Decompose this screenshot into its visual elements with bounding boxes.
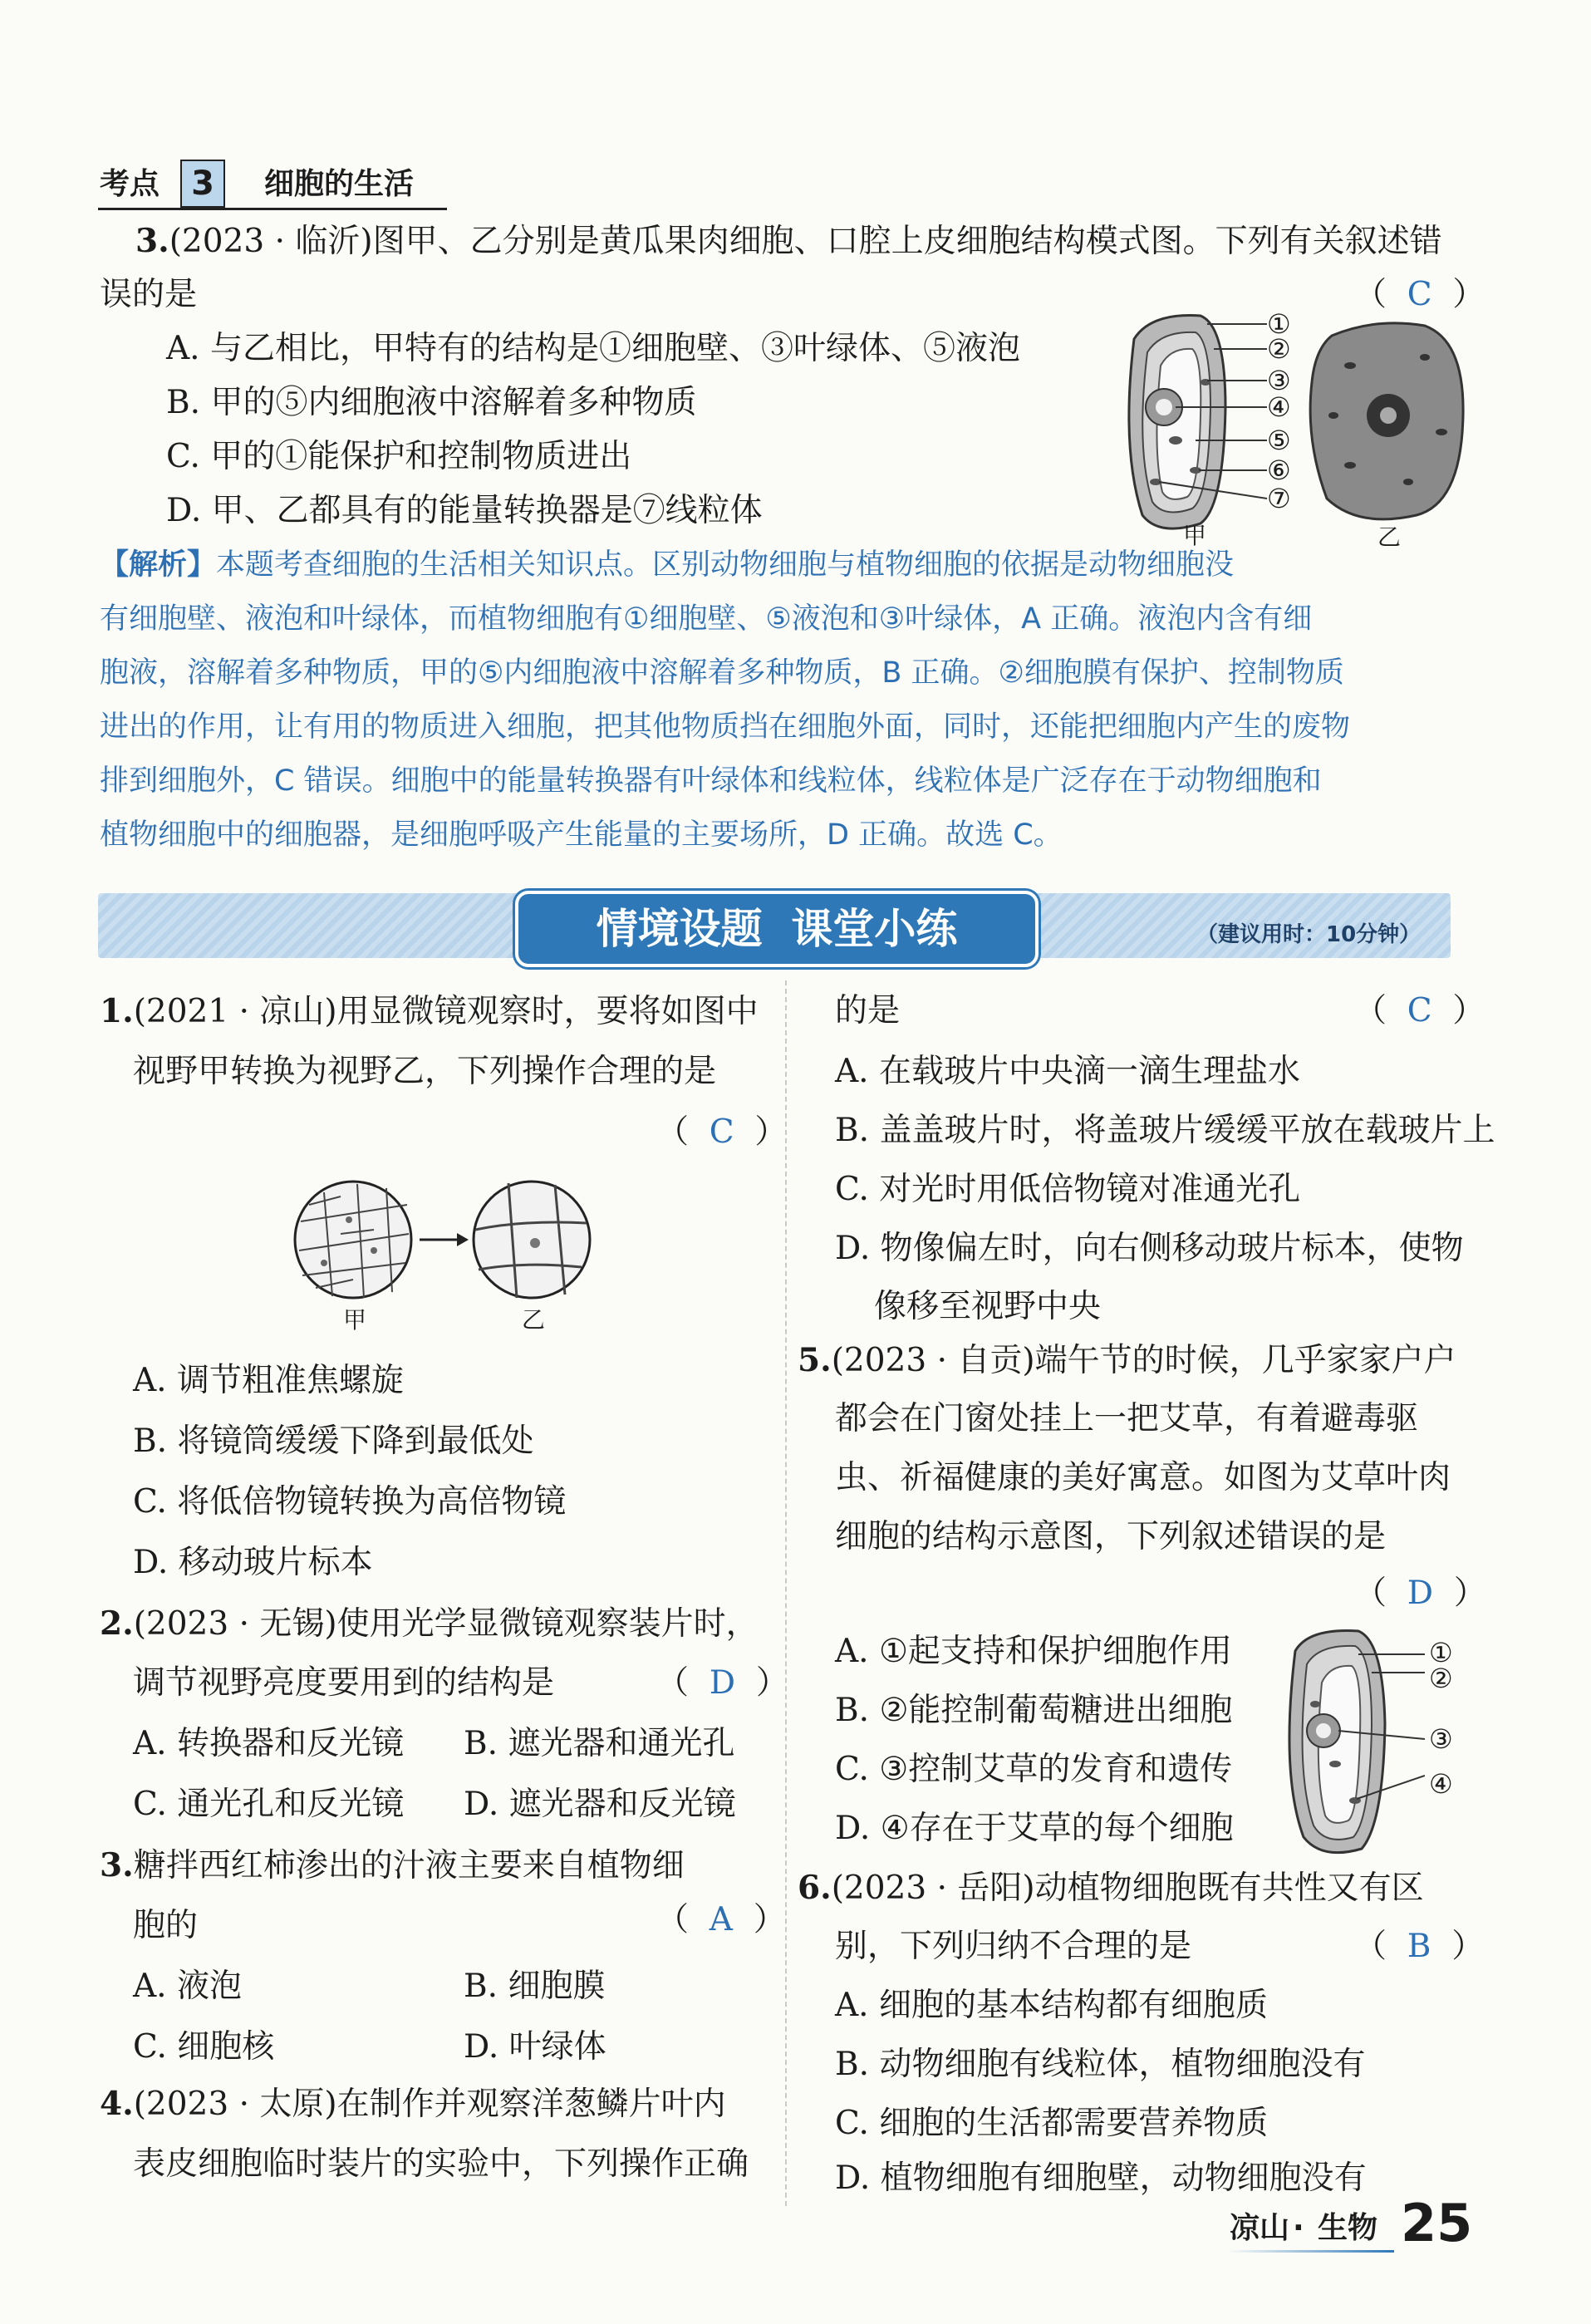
q2-option-b: B. 遮光器和通光孔: [464, 1725, 735, 1762]
fig-label-1: ①: [1267, 308, 1291, 340]
fig-label-5: ⑤: [1267, 425, 1291, 456]
footer-underline: [1228, 2250, 1394, 2253]
q5-answer: （ D ）: [1354, 1575, 1486, 1612]
analysis-line-3: 胞液，溶解着多种物质，甲的⑤内细胞液中溶解着多种物质，B 正确。②细胞膜有保护、控制物质: [100, 656, 1344, 690]
q2-option-d: D. 遮光器和反光镜: [464, 1786, 736, 1823]
q6-option-d: D. 植物细胞有细胞壁，动物细胞没有: [835, 2159, 1367, 2197]
page-number: 25: [1401, 2193, 1473, 2253]
q2-option-a: A. 转换器和反光镜: [133, 1725, 404, 1762]
cell-structure-figure: [1109, 307, 1475, 557]
animal-cell-diagram: [1310, 323, 1463, 519]
column-divider: [785, 980, 787, 2206]
q3-line-2: 胞的: [133, 1907, 199, 1944]
q4-option-a: A. 在载玻片中央滴一滴生理盐水: [835, 1053, 1300, 1090]
q2-option-c: C. 通光孔和反光镜: [133, 1786, 405, 1823]
q5-option-d: D. ④存在于艾草的每个细胞: [835, 1810, 1234, 1847]
q4-option-b: B. 盖盖玻片时，将盖玻片缓缓平放在载玻片上: [835, 1112, 1495, 1149]
analysis-tag: 【解析】: [100, 548, 217, 582]
banner-time: （建议用时：10分钟）: [1196, 922, 1422, 947]
q5-line-3: 虫、祈福健康的美好寓意。如图为艾草叶肉: [835, 1459, 1451, 1496]
fig-caption-jia: 甲: [1183, 522, 1207, 549]
fig-label-2: ②: [1267, 333, 1291, 365]
q-top-option-d: D. 甲、乙都具有的能量转换器是⑦线粒体: [166, 492, 763, 529]
q-top-answer: （ C ）: [1354, 276, 1485, 313]
footer-dot: ·: [1293, 2211, 1304, 2245]
q1-line-2: 视野甲转换为视野乙，下列操作合理的是: [133, 1053, 717, 1090]
q1-option-d: D. 移动玻片标本: [133, 1544, 373, 1581]
q1-answer: （ C ）: [656, 1113, 788, 1151]
fig-label-6: ⑥: [1267, 454, 1291, 486]
analysis-line-2: 有细胞壁、液泡和叶绿体，而植物细胞有①细胞壁、⑤液泡和③叶绿体，A 正确。液泡内含有细: [100, 602, 1313, 636]
q4-answer: （ C ）: [1354, 992, 1485, 1029]
section-title: 细胞的生活: [264, 167, 415, 201]
q6-answer: （ B ）: [1354, 1928, 1485, 1965]
analysis-line-5: 排到细胞外，C 错误。细胞中的能量转换器有叶绿体和线粒体，线粒体是广泛存在于动物细胞和: [100, 764, 1322, 798]
q2-answer: （ D ）: [656, 1664, 788, 1702]
q4-option-d: D. 物像偏左时，向右侧移动玻片标本，使物: [835, 1230, 1464, 1267]
mugwort-cell-figure: [1275, 1624, 1425, 1865]
q5-option-b: B. ②能控制葡萄糖进出细胞: [835, 1692, 1233, 1729]
section-underline: [98, 208, 447, 210]
q3-option-d: D. 叶绿体: [464, 2028, 606, 2066]
q6-option-a: A. 细胞的基本结构都有细胞质: [835, 1987, 1268, 2024]
section-label: 考点: [100, 167, 160, 201]
q5-fig-label-4: ④: [1429, 1768, 1453, 1800]
q-top-option-c: C. 甲的①能保护和控制物质进出: [166, 438, 632, 475]
plant-cell-diagram: [1129, 316, 1225, 529]
analysis-line-6: 植物细胞中的细胞器，是细胞呼吸产生能量的主要场所，D 正确。故选 C。: [100, 818, 1063, 852]
q-top-number: 3.: [135, 222, 169, 260]
q4-option-c: C. 对光时用低倍物镜对准通光孔: [835, 1171, 1301, 1208]
q-top-line-2: 误的是: [100, 276, 198, 313]
fig-label-3: ③: [1267, 365, 1291, 396]
q3-line-1: 3.糖拌西红柿渗出的汁液主要来自植物细: [100, 1846, 685, 1884]
q3-option-c: C. 细胞核: [133, 2028, 275, 2066]
q6-option-b: B. 动物细胞有线粒体，植物细胞没有: [835, 2046, 1366, 2083]
footer-subject: 生物: [1318, 2211, 1378, 2245]
fig-label-7: ⑦: [1267, 483, 1291, 514]
view-yi-diagram: [474, 1182, 590, 1298]
q5-option-c: C. ③控制艾草的发育和遗传: [835, 1751, 1233, 1788]
q5-line-4: 细胞的结构示意图，下列叙述错误的是: [835, 1518, 1387, 1555]
fig-caption-yi: 乙: [1377, 523, 1402, 551]
q4-line-1: 4.(2023 · 太原)在制作并观察洋葱鳞片叶内: [100, 2085, 726, 2123]
q6-line-2: 别，下列归纳不合理的是: [835, 1928, 1192, 1965]
q2-line-2: 调节视野亮度要用到的结构是: [133, 1664, 555, 1702]
section-number-badge: 3: [180, 160, 225, 208]
q-top-option-a: A. 与乙相比，甲特有的结构是①细胞壁、③叶绿体、⑤液泡: [166, 330, 1020, 367]
q-top-line-1: 3.(2023 · 临沂)图甲、乙分别是黄瓜果肉细胞、口腔上皮细胞结构模式图。下列有关叙述错: [135, 222, 1442, 260]
q2-line-1: 2.(2023 · 无锡)使用光学显微镜观察装片时，: [100, 1604, 759, 1643]
q5-fig-label-3: ③: [1429, 1723, 1453, 1755]
q1-option-c: C. 将低倍物镜转换为高倍物镜: [133, 1483, 567, 1521]
microscope-view-figure: [291, 1172, 598, 1313]
q1-option-a: A. 调节粗准焦螺旋: [133, 1362, 404, 1399]
q1-option-b: B. 将镜筒缓缓下降到最低处: [133, 1422, 534, 1460]
q5-option-a: A. ①起支持和保护细胞作用: [835, 1633, 1232, 1670]
q3-option-a: A. 液泡: [133, 1968, 242, 2005]
arrow-icon: [420, 1233, 469, 1246]
q5-fig-label-1: ①: [1429, 1637, 1453, 1668]
q3-option-b: B. 细胞膜: [464, 1968, 606, 2005]
view-jia-diagram: [295, 1182, 411, 1298]
q6-line-1: 6.(2023 · 岳阳)动植物细胞既有共性又有区: [798, 1869, 1424, 1907]
analysis-line-1: 【解析】本题考查细胞的生活相关知识点。区别动物细胞与植物细胞的依据是动物细胞没: [100, 548, 1235, 582]
q3-answer: （ A ）: [656, 1901, 786, 1938]
footer-region: 凉山: [1230, 2211, 1290, 2245]
q1-fig-caption-yi: 乙: [522, 1306, 546, 1334]
banner-title: 情境设题 课堂小练: [515, 891, 1039, 967]
q4-line-2: 表皮细胞临时装片的实验中，下列操作正确: [133, 2145, 749, 2183]
q4-option-d-cont: 像移至视野中央: [874, 1288, 1102, 1325]
fig-label-4: ④: [1267, 391, 1291, 423]
q1-line-1: 1.(2021 · 凉山)用显微镜观察时，要将如图中: [100, 992, 759, 1030]
q5-line-1: 5.(2023 · 自贡)端午节的时候，几乎家家户户: [798, 1341, 1456, 1379]
q1-fig-caption-jia: 甲: [343, 1306, 367, 1334]
q5-fig-label-2: ②: [1429, 1663, 1453, 1694]
q5-line-2: 都会在门窗处挂上一把艾草，有着避毒驱: [835, 1400, 1419, 1437]
analysis-line-4: 进出的作用，让有用的物质进入细胞，把其他物质挡在细胞外面，同时，还能把细胞内产生的废物: [100, 710, 1351, 744]
q4-line-3: 的是: [835, 992, 901, 1029]
q-top-option-b: B. 甲的⑤内细胞液中溶解着多种物质: [166, 384, 697, 421]
q6-option-c: C. 细胞的生活都需要营养物质: [835, 2105, 1269, 2142]
